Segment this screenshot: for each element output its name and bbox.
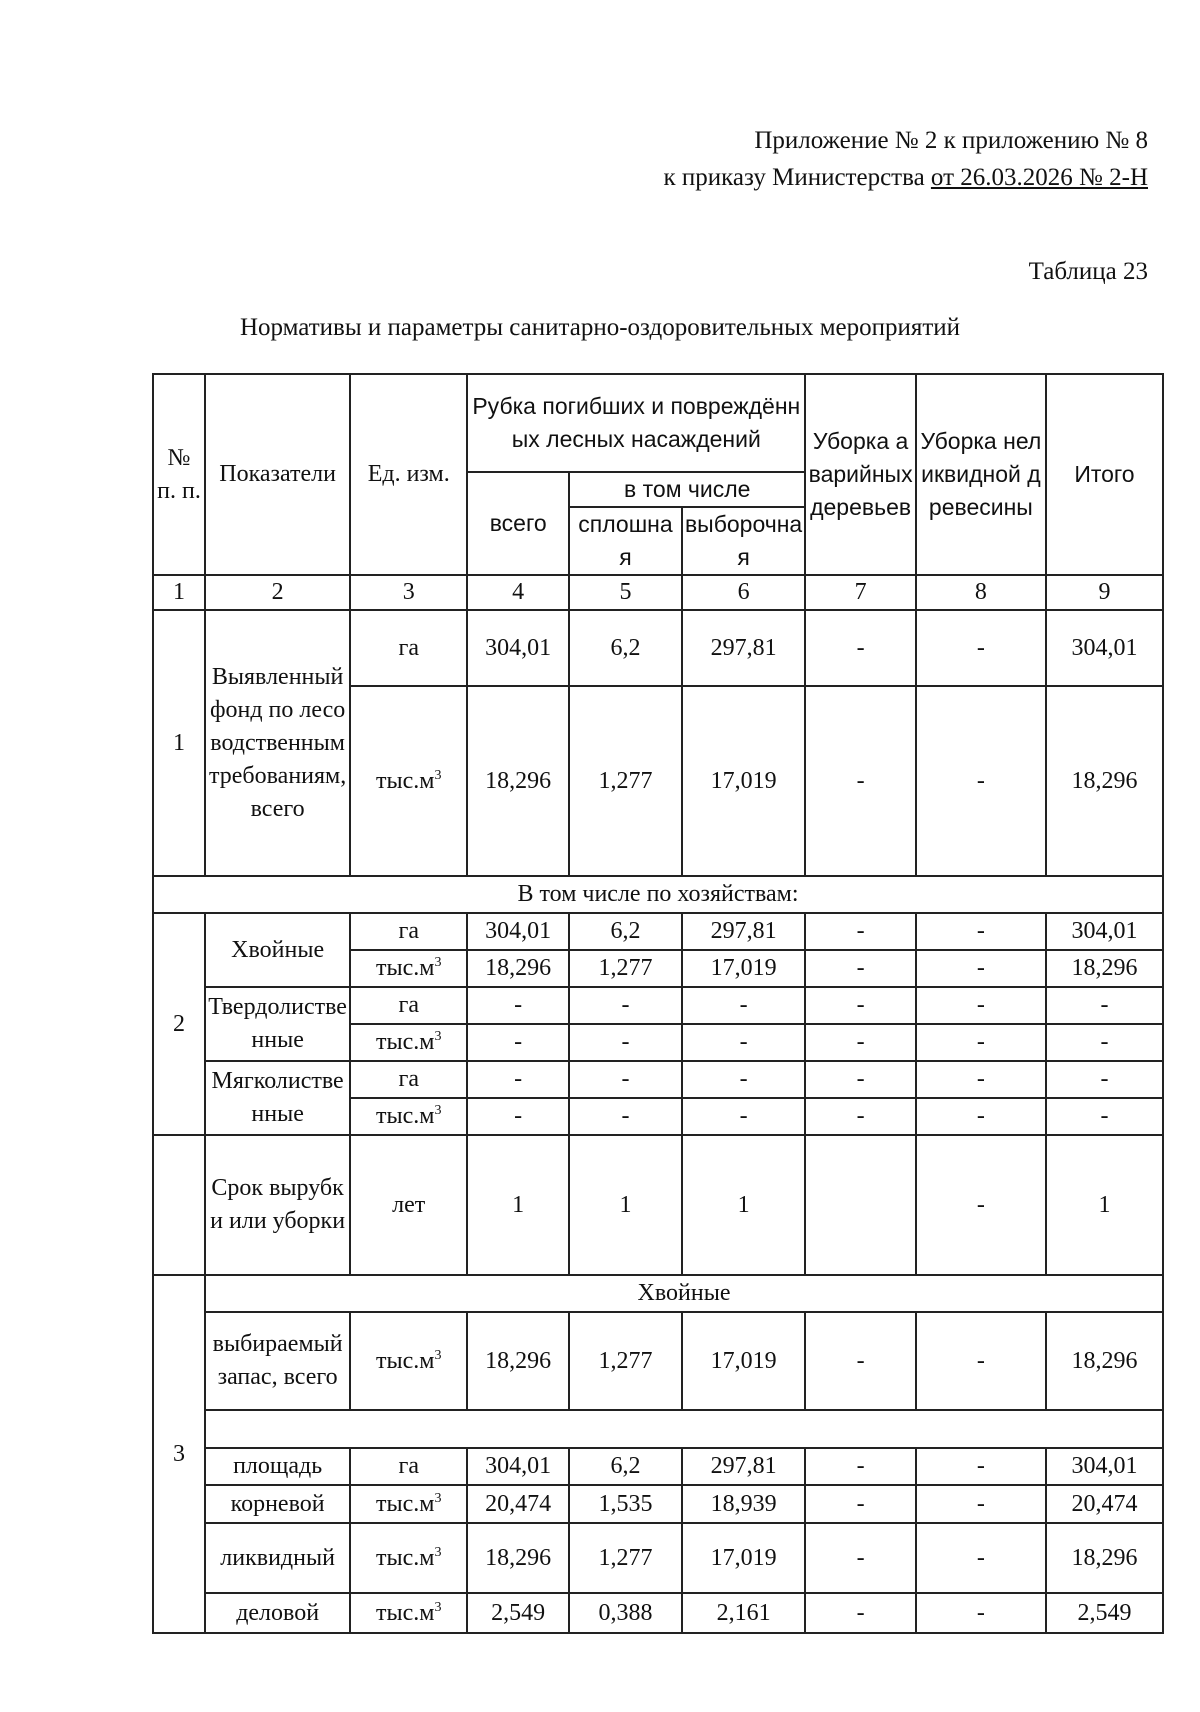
row-label: корневой: [205, 1485, 350, 1523]
value-cell: -: [805, 1024, 916, 1061]
incl-farms-row: В том числе по хозяйствам:: [153, 876, 1163, 913]
value-cell: -: [916, 1312, 1046, 1410]
head-incl: в том числе: [569, 472, 805, 507]
value-cell: 1,277: [569, 1523, 682, 1593]
empty-row: [205, 1410, 1163, 1448]
value-cell: -: [916, 686, 1046, 876]
value-cell: -: [916, 1593, 1046, 1633]
value-cell: 17,019: [682, 950, 806, 987]
value-cell: -: [682, 987, 806, 1024]
value-cell: -: [805, 610, 916, 686]
value-cell: 18,296: [1046, 1312, 1163, 1410]
table-number: Таблица 23: [1028, 258, 1148, 285]
value-cell: -: [805, 1448, 916, 1485]
value-cell: -: [805, 1098, 916, 1135]
head-unit: Ед. изм.: [350, 374, 467, 575]
value-cell: 1: [467, 1135, 569, 1275]
unit-cell: га: [350, 987, 467, 1024]
row-num: [153, 1135, 205, 1275]
value-cell: 6,2: [569, 1448, 682, 1485]
head-num: № п. п.: [153, 374, 205, 575]
row-label: Выявленный фонд по лесоводственным требованиям, всего: [205, 610, 350, 876]
value-cell: -: [805, 1312, 916, 1410]
value-cell: 297,81: [682, 913, 806, 950]
value-cell: -: [805, 1061, 916, 1098]
head-emergency: Уборка аварийных деревьев: [805, 374, 916, 575]
value-cell: 6,2: [569, 610, 682, 686]
value-cell: 18,296: [1046, 1523, 1163, 1593]
head-felling: Рубка погибших и повреждённых лесных насаждений: [467, 374, 805, 472]
value-cell: 2,549: [467, 1593, 569, 1633]
value-cell: -: [805, 913, 916, 950]
unit-cell: га: [350, 913, 467, 950]
head-illiquid: Уборка неликвидной древесины: [916, 374, 1046, 575]
value-cell: 304,01: [467, 610, 569, 686]
value-cell: -: [805, 1485, 916, 1523]
value-cell: -: [916, 1448, 1046, 1485]
row-label: Срок вырубки или уборки: [205, 1135, 350, 1275]
row-num: 2: [153, 913, 205, 1135]
row-num: 3: [153, 1275, 205, 1633]
row-label: площадь: [205, 1448, 350, 1485]
value-cell: -: [805, 1593, 916, 1633]
row-label: Мягколиственные: [205, 1061, 350, 1135]
unit-cell: га: [350, 1061, 467, 1098]
value-cell: -: [1046, 1098, 1163, 1135]
value-cell: -: [916, 1135, 1046, 1275]
value-cell: 2,549: [1046, 1593, 1163, 1633]
head-clear: сплошная: [569, 507, 682, 575]
colnum: 8: [916, 575, 1046, 610]
value-cell: 0,388: [569, 1593, 682, 1633]
unit-cell: $тыс.м^3$: [350, 1024, 467, 1061]
value-cell: -: [467, 1024, 569, 1061]
value-cell: 304,01: [1046, 1448, 1163, 1485]
colnum: 7: [805, 575, 916, 610]
value-cell: -: [682, 1061, 806, 1098]
value-cell: -: [916, 913, 1046, 950]
colnum: 6: [682, 575, 806, 610]
document-title: Нормативы и параметры санитарно-оздоровительных мероприятий: [239, 314, 961, 341]
value-cell: 18,296: [467, 950, 569, 987]
value-cell: -: [1046, 1061, 1163, 1098]
value-cell: 1: [1046, 1135, 1163, 1275]
value-cell: 297,81: [682, 610, 806, 686]
header-line-1: Приложение № 2 к приложению № 8: [754, 127, 1148, 154]
value-cell: 1: [569, 1135, 682, 1275]
value-cell: 17,019: [682, 1523, 806, 1593]
value-cell: 304,01: [467, 1448, 569, 1485]
value-cell: 2,161: [682, 1593, 806, 1633]
header-order-date: от 26.03.2026 № 2-Н: [930, 164, 1148, 191]
head-itogo: Итого: [1046, 374, 1163, 575]
value-cell: -: [467, 1061, 569, 1098]
value-cell: -: [805, 686, 916, 876]
colnum: 3: [350, 575, 467, 610]
row-label: деловой: [205, 1593, 350, 1633]
norms-table: [152, 373, 1164, 1634]
value-cell: -: [569, 1098, 682, 1135]
colnum: 5: [569, 575, 682, 610]
value-cell: -: [916, 1098, 1046, 1135]
value-cell: -: [916, 1485, 1046, 1523]
value-cell: -: [1046, 1024, 1163, 1061]
value-cell: -: [916, 950, 1046, 987]
value-cell: -: [916, 1024, 1046, 1061]
value-cell: 18,296: [467, 1312, 569, 1410]
colnum: 4: [467, 575, 569, 610]
row-label: Твердолиственные: [205, 987, 350, 1061]
unit-cell: $тыс.м^3$: [350, 686, 467, 876]
colnum: 1: [153, 575, 205, 610]
head-indicators: Показатели: [205, 374, 350, 575]
value-cell: 17,019: [682, 686, 806, 876]
value-cell: 18,296: [1046, 950, 1163, 987]
unit-cell: $тыс.м^3$: [350, 1593, 467, 1633]
unit-cell: $тыс.м^3$: [350, 1312, 467, 1410]
value-cell: 18,296: [1046, 686, 1163, 876]
colnum: 2: [205, 575, 350, 610]
value-cell: -: [569, 987, 682, 1024]
value-cell: 304,01: [467, 913, 569, 950]
value-cell: 17,019: [682, 1312, 806, 1410]
document-header: [663, 122, 1148, 196]
unit-cell: га: [350, 610, 467, 686]
value-cell: -: [805, 950, 916, 987]
row-label: ликвидный: [205, 1523, 350, 1593]
value-cell: -: [805, 1523, 916, 1593]
unit-cell: $тыс.м^3$: [350, 950, 467, 987]
row-label: Хвойные: [205, 913, 350, 987]
value-cell: -: [805, 987, 916, 1024]
value-cell: [805, 1135, 916, 1275]
unit-cell: $тыс.м^3$: [350, 1485, 467, 1523]
head-total-all: всего: [467, 472, 569, 575]
value-cell: -: [1046, 987, 1163, 1024]
value-cell: 1,535: [569, 1485, 682, 1523]
value-cell: -: [916, 610, 1046, 686]
value-cell: -: [569, 1024, 682, 1061]
row-num: 1: [153, 610, 205, 876]
unit-cell: $тыс.м^3$: [350, 1098, 467, 1135]
value-cell: 1: [682, 1135, 806, 1275]
value-cell: -: [569, 1061, 682, 1098]
head-selective: выборочная: [682, 507, 806, 575]
section-subheader: Хвойные: [205, 1275, 1163, 1312]
value-cell: 18,296: [467, 686, 569, 876]
value-cell: -: [467, 1098, 569, 1135]
value-cell: 1,277: [569, 950, 682, 987]
value-cell: 1,277: [569, 1312, 682, 1410]
value-cell: -: [916, 1523, 1046, 1593]
value-cell: 1,277: [569, 686, 682, 876]
value-cell: 304,01: [1046, 913, 1163, 950]
unit-cell: га: [350, 1448, 467, 1485]
value-cell: 18,939: [682, 1485, 806, 1523]
header-order-prefix: к приказу Министерства: [663, 164, 925, 191]
colnum: 9: [1046, 575, 1163, 610]
value-cell: 304,01: [1046, 610, 1163, 686]
value-cell: -: [682, 1024, 806, 1061]
value-cell: -: [682, 1098, 806, 1135]
value-cell: -: [916, 1061, 1046, 1098]
unit-cell: $тыс.м^3$: [350, 1523, 467, 1593]
unit-cell: лет: [350, 1135, 467, 1275]
header-line-2: [663, 159, 1148, 196]
value-cell: 20,474: [467, 1485, 569, 1523]
value-cell: 6,2: [569, 913, 682, 950]
value-cell: -: [467, 987, 569, 1024]
row-label: выбираемый запас, всего: [205, 1312, 350, 1410]
value-cell: -: [916, 987, 1046, 1024]
value-cell: 297,81: [682, 1448, 806, 1485]
value-cell: 18,296: [467, 1523, 569, 1593]
value-cell: 20,474: [1046, 1485, 1163, 1523]
